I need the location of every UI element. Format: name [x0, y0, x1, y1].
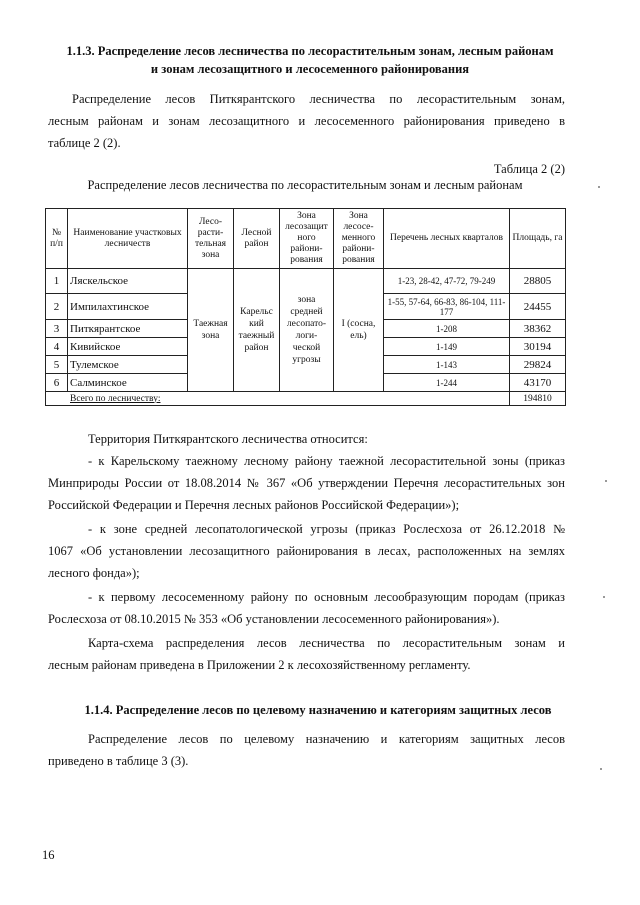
- scan-speck: [605, 480, 607, 482]
- header-area: Площадь, га: [510, 209, 566, 269]
- bullet-3-line-2: Рослесхоза от 08.10.2015 № 353 «Об установлении лесосеменного районирования»).: [48, 612, 500, 626]
- merged-zone: Таежная зона: [188, 269, 234, 392]
- section2-para-line-1: Распределение лесов по целевому назначению и категориям защитных лесов: [88, 732, 565, 746]
- table-label: Таблица 2 (2): [493, 162, 565, 176]
- bullet-2-line-1: - к зоне средней лесопатологической угрозы (приказ Рослесхоза от 26.12.2018 №: [88, 522, 565, 536]
- table-header-row: [46, 209, 566, 269]
- section-heading-1-1-3: [40, 42, 580, 78]
- row-area: 29824: [510, 356, 566, 374]
- header-seed: Зона лесосе-менного райони-рования: [334, 209, 384, 269]
- row-area: 30194: [510, 338, 566, 356]
- row-num: 1: [46, 269, 68, 294]
- row-num: 3: [46, 320, 68, 338]
- header-quarters: Перечень лесных кварталов: [384, 209, 510, 269]
- row-quarters: 1-149: [384, 338, 510, 356]
- merged-seed: I (сосна, ель): [334, 269, 384, 392]
- table-row: [46, 269, 566, 294]
- heading-line-2: и зонам лесозащитного и лесосеменного районирования: [150, 62, 470, 76]
- row-quarters: 1-143: [384, 356, 510, 374]
- row-quarters: 1-23, 28-42, 47-72, 79-249: [384, 269, 510, 294]
- header-protect: Зона лесозащит ного райони-рования: [280, 209, 334, 269]
- heading-line-1: 1.1.3. Распределение лесов лесничества по лесорастительным зонам, лесным районам: [66, 44, 554, 58]
- territory-intro: Территория Питкярантского лесничества относится:: [88, 432, 368, 446]
- bullet-2-line-3: лесного фонда»);: [48, 566, 140, 580]
- intro-para-line-1: Распределение лесов Питкярантского лесничества по лесорастительным зонам,: [72, 92, 565, 106]
- bullet-1-line-3: Российской Федерации и Перечня лесных районов Российской Федерации»);: [48, 498, 460, 512]
- row-num: 5: [46, 356, 68, 374]
- table-caption: Распределение лесов лесничества по лесорастительным зонам и лесным районам: [87, 178, 523, 192]
- forest-distribution-table: [45, 208, 566, 406]
- row-num: 2: [46, 294, 68, 320]
- row-name: Импилахтинское: [68, 294, 188, 320]
- bullet-1-line-2: Минприроды России от 18.08.2014 № 367 «Об утверждении Перечня лесорастительных зон: [48, 476, 565, 490]
- scan-speck: [600, 768, 602, 770]
- row-area: 38362: [510, 320, 566, 338]
- map-para-line-1: Карта-схема распределения лесов лесничества по лесорастительным зонам и: [88, 636, 565, 650]
- section-heading-1-1-4: 1.1.4. Распределение лесов по целевому назначению и категориям защитных лесов: [84, 703, 552, 717]
- total-label: Всего по лесничеству:: [46, 392, 510, 406]
- row-name: Салминское: [68, 374, 188, 392]
- row-num: 4: [46, 338, 68, 356]
- header-region: Лесной район: [234, 209, 280, 269]
- intro-para-line-2: лесным районам и зонам лесозащитного и лесосеменного районирования приведено в: [48, 114, 565, 128]
- row-name: Ляскельское: [68, 269, 188, 294]
- bullet-1-line-1: - к Карельскому таежному лесному району таежной лесорастительной зоны (приказ: [88, 454, 565, 468]
- row-name: Тулемское: [68, 356, 188, 374]
- section2-para-line-2: приведено в таблице 3 (3).: [48, 754, 189, 768]
- row-quarters: 1-55, 57-64, 66-83, 86-104, 111-177: [384, 294, 510, 320]
- header-zone: Лесо-расти-тельная зона: [188, 209, 234, 269]
- merged-protect: зона средней лесопато-логи-ческой угрозы: [280, 269, 334, 392]
- row-quarters: 1-244: [384, 374, 510, 392]
- row-name: Кивийское: [68, 338, 188, 356]
- page-number: 16: [42, 848, 55, 862]
- row-area: 28805: [510, 269, 566, 294]
- intro-para-line-3: таблице 2 (2).: [48, 136, 121, 150]
- bullet-2-line-2: 1067 «Об установлении лесозащитного районирования в лесах, расположенных на землях: [48, 544, 565, 558]
- header-name: Наименование участковых лесничеств: [68, 209, 188, 269]
- map-para-line-2: лесным районам приведена в Приложении 2 к лесохозяйственному регламенту.: [48, 658, 471, 672]
- row-area: 24455: [510, 294, 566, 320]
- total-value: 194810: [510, 392, 566, 406]
- header-num: № п/п: [46, 209, 68, 269]
- row-area: 43170: [510, 374, 566, 392]
- scan-speck: [598, 186, 600, 188]
- row-name: Питкярантское: [68, 320, 188, 338]
- table-total-row: [46, 392, 566, 406]
- row-num: 6: [46, 374, 68, 392]
- bullet-3-line-1: - к первому лесосеменному району по основным лесообразующим породам (приказ: [88, 590, 565, 604]
- merged-region: Карельс кий таежный район: [234, 269, 280, 392]
- row-quarters: 1-208: [384, 320, 510, 338]
- scan-speck: [603, 596, 605, 598]
